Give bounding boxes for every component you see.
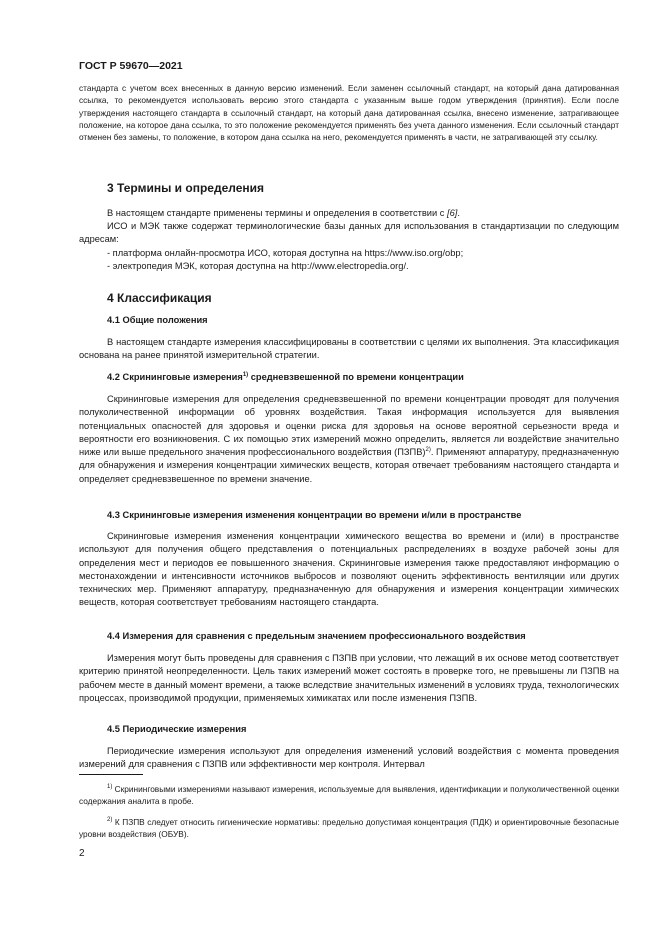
list-item: - платформа онлайн-просмотра ИСО, которая доступна на https://www.iso.org/obp; [107,248,464,258]
document-header: ГОСТ Р 59670—2021 [79,60,183,72]
section-4-3-text: Скрининговые измерения изменения концентрации химического вещества во времени и (или) в пространстве используют для получения общего представления о потенциальных распределениях в воздухе рабочей зоны для определения мест и периодов ее повышенного значения. Скрининговые измерения также предоставляют информацию о местонахождении и интенсивности источников выбросов и позволяют оценить эффективность вентиляции или других технических мер. Применяют аппаратуру, предназначенную для обнаружения и измерения концентрации химических веществ, которая соответствует требованиям настоящего стандарта. [79,531,619,608]
section-3-para-1: В настоящем стандарте применены термины и определения в соответствии с [6]. [107,208,460,218]
section-4-5-title: 4.5 Периодические измерения [107,724,247,734]
section-4-5-text: Периодические измерения используют для определения изменений условий воздействия с момента проведения измерений для сравнения с ПЗПВ или эффективности мер контроля. Интервал [79,746,619,770]
intro-paragraph: стандарта с учетом всех внесенных в данную версию изменений. Если заменен ссылочный стандарт, на который дана датированная ссылка, то рекомендуется использовать версию этого стандарта с указанным выше годом утверждения (принятия). Если после утверждения настоящего стандарта в ссылочный стандарт, на который дана датированная ссылка, внесено изменение, затрагивающее положение, на которое дана ссылка, то это положение рекомендуется применять без учета данного изменения. Если ссылочный стандарт отменен без замены, то положение, в котором дана ссылка на него, рекомендуется применять в части, не затрагивающей эту ссылку. [79,83,619,143]
footnote-1: $^{1)}$ Скрининговыми измерениями называют измерения, используемые для выявления, идентификации и полуколичественной оценки содержания аналита в пробе. [79,784,619,807]
section-4-2-text: Скрининговые измерения для определения средневзвешенной по времени концентрации проводят для получения полуколичественной информации об уровнях воздействия. Такая информация используется для выявления потенциальных опасностей для здоровья и оценки риска для здоровья на основе вероятной серьезности вреда и вероятности его возникновения. С их помощью этих измерений можно определить, является ли воздействие значительно ниже или выше предельного значения профессионального воздействия (ПЗПВ)$^{2)}$. Применяют аппаратуру, предназначенную для обнаружения и измерения концентрации химических веществ, которая отвечает требованиям настоящего стандарта и определяет средневзвешенное по времени значение. [79,394,619,484]
footnote-separator [79,774,143,775]
section-4-4-text: Измерения могут быть проведены для сравнения с ПЗПВ при условии, что лежащий в их основе метод соответствует критерию принятой неопределенности. Цель таких измерений может состоять в проверке того, не превышены ли ПЗПВ на рабочем месте в данный момент времени, а также вследствие значительных изменений в условиях труда, технологических процессах, производимой продукции, применяемых химикатах или после изменения ПЗПВ. [79,653,619,703]
footnote-ref-2: 2) [425,447,431,454]
footnote-2: $^{2)}$ К ПЗПВ следует относить гигиенические нормативы: предельно допустимая концентрация (ПДК) и ориентировочные безопасные уровни воздействия (ОБУВ). [79,816,619,839]
page-number: 2 [79,848,85,859]
section-4-title: 4 Классификация [107,291,212,305]
section-4-2-title: 4.2 Скрининговые измерения$^{1)}$ средневзвешенной по времени концентрации [107,371,464,382]
section-4-4-title: 4.4 Измерения для сравнения с предельным значением профессионального воздействия [107,631,526,641]
footnotes [79,783,619,840]
section-4-1-text: В настоящем стандарте измерения классифицированы в соответствии с целями их выполнения. Эта классификация основана на ранее принятой измерительной стратегии. [79,337,619,361]
section-3-title: 3 Термины и определения [107,181,265,195]
reference-link[interactable]: [6] [447,208,458,218]
list-item: - электропедия МЭК, которая доступна на http://www.electropedia.org/. [107,261,409,271]
footnote-ref-1: 1) [242,371,249,378]
section-4-1-title: 4.1 Общие положения [107,315,208,325]
section-3-para-2: ИСО и МЭК также содержат терминологические базы данных для использования в стандартизации по следующим адресам: [79,221,619,245]
section-4-3-title: 4.3 Скрининговые измерения изменения концентрации во времени и/или в пространстве [107,510,522,520]
